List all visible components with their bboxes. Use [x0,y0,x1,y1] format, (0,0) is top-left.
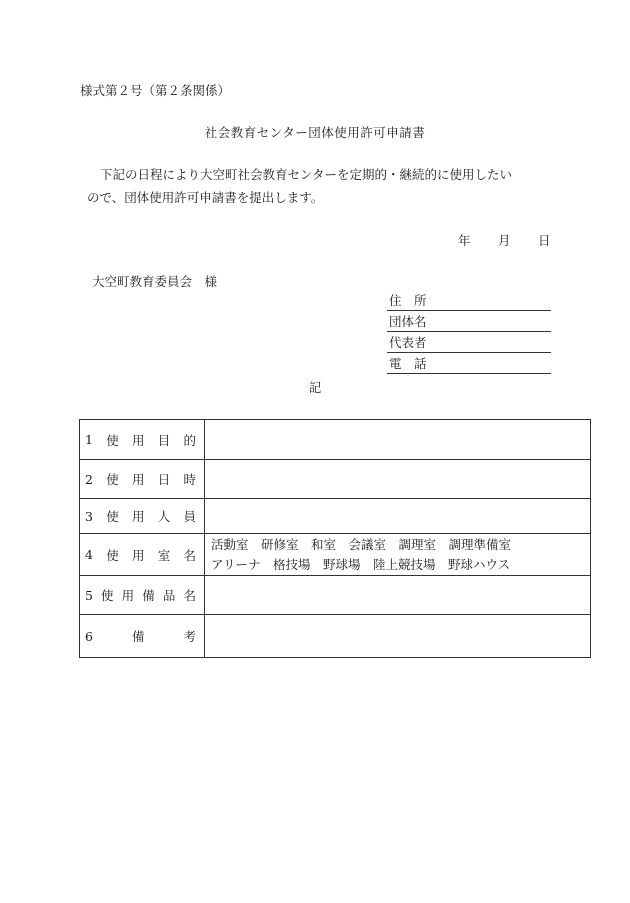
purpose-value[interactable] [205,420,591,460]
date-day-label: 日 [538,233,551,248]
addressee: 大空町教育委員会 様 [92,274,218,289]
body-text-line-2: ので、団体使用許可申請書を提出します。 [87,190,324,205]
table-row [80,576,591,615]
table-row [80,460,591,499]
document-title: 社会教育センター団体使用許可申請書 [204,125,426,140]
table-row [80,420,591,460]
form-number: 様式第２号（第２条関係） [80,83,231,98]
datetime-value[interactable] [205,460,591,499]
room-list-line-2: アリーナ 格技場 野球場 陸上競技場 野球ハウス [211,556,511,572]
body-text-line-1: 下記の日程により大空町社会教育センターを定期的・継続的に使用したい [100,167,513,182]
table-row [80,499,591,534]
row-label: 4 使 用 室 名 [80,534,205,576]
address-label: 住 所 [389,293,427,308]
phone-field[interactable] [387,356,551,374]
room-list-line-1: 活動室 研修室 和室 会議室 調理室 調理準備室 [211,536,512,552]
equipment-value[interactable] [205,576,591,615]
room-names-value[interactable] [205,534,591,576]
headcount-value[interactable] [205,499,591,534]
ki-heading: 記 [308,380,322,395]
row-label: 3 使 用 人 員 [80,499,205,534]
row-label: 6 備 考 [80,615,205,658]
group-name-field[interactable] [387,314,551,332]
usage-table [79,419,591,658]
address-field[interactable] [387,293,551,311]
row-label: 5 使 用 備 品 名 [80,576,205,615]
representative-field[interactable] [387,335,551,353]
table-row [80,615,591,658]
phone-label: 電 話 [389,356,427,371]
representative-label: 代表者 [389,335,427,350]
remarks-value[interactable] [205,615,591,658]
row-label: 1 使 用 目 的 [80,420,205,460]
date-month-label: 月 [498,233,511,248]
table-row [80,534,591,576]
date-year-label: 年 [458,233,471,248]
row-label: 2 使 用 日 時 [80,460,205,499]
group-name-label: 団体名 [389,314,427,329]
